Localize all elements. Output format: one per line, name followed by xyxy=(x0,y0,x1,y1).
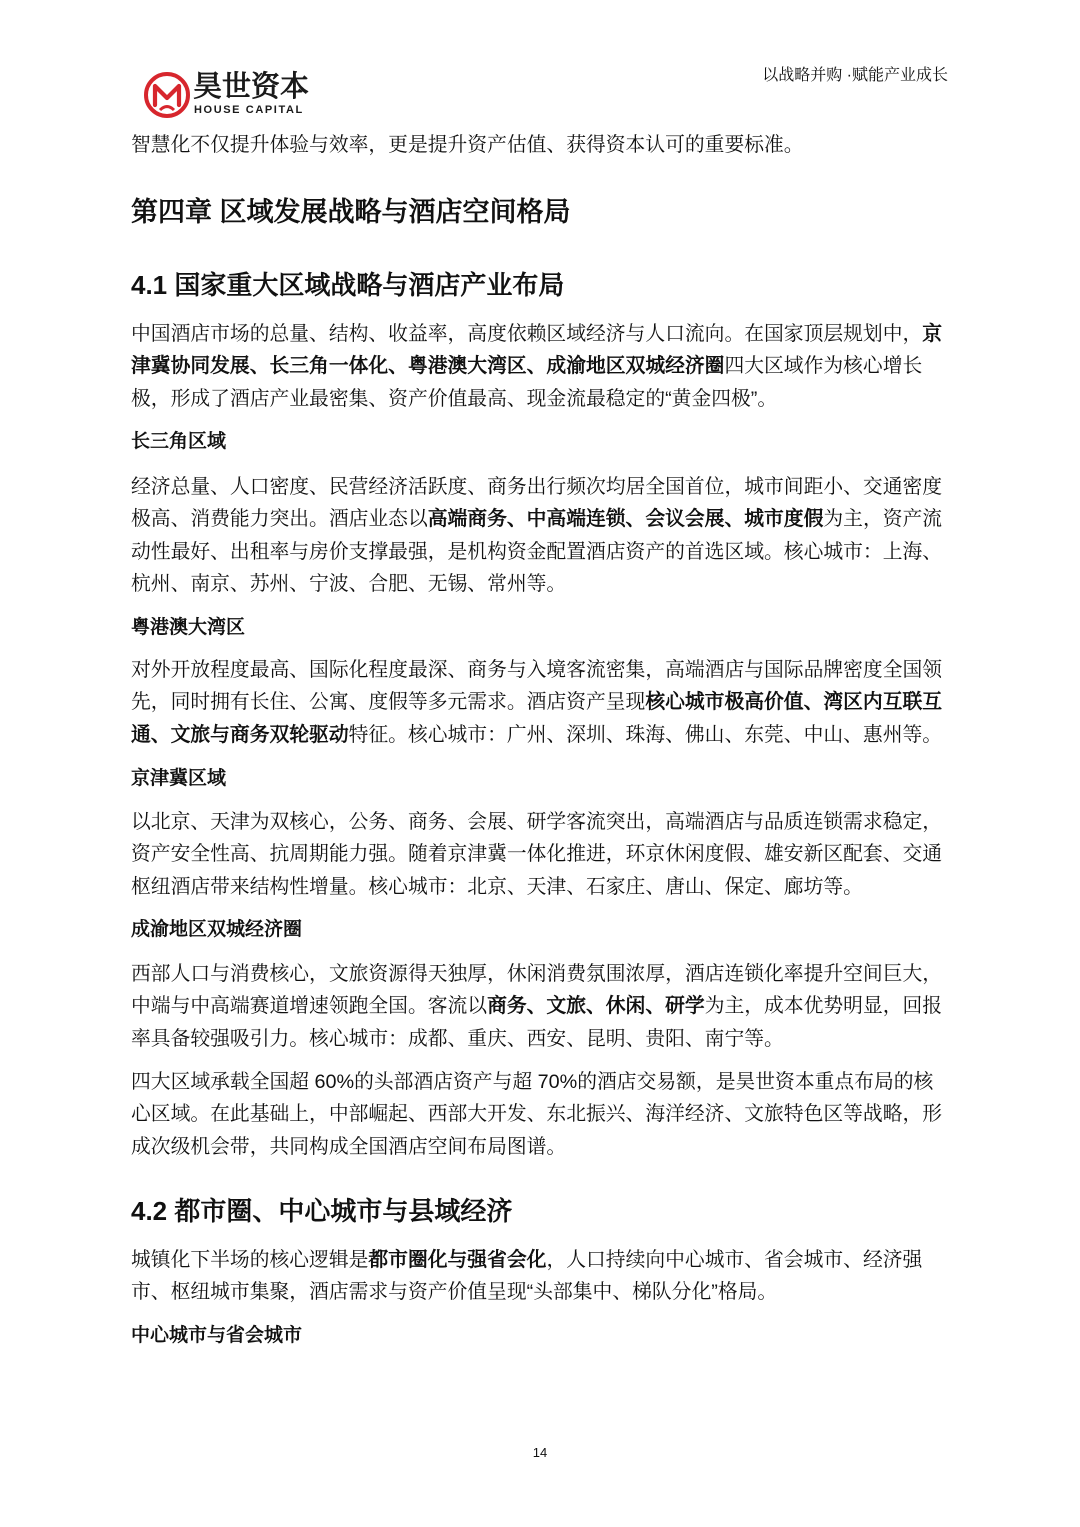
text-line xyxy=(131,871,948,903)
region-paragraph-jing-jin-ji xyxy=(131,806,948,903)
text-line xyxy=(131,1244,948,1276)
page-number: 14 xyxy=(532,1445,548,1460)
text-line xyxy=(131,1276,948,1308)
section-4-2-intro xyxy=(131,1244,948,1309)
text-run: 为主，资产流 xyxy=(823,508,943,531)
region-heading-jing-jin-ji: 京津冀区域 xyxy=(131,768,227,789)
text-line xyxy=(131,1023,948,1055)
bold-run: 京 xyxy=(922,323,943,345)
text-run: 经济总量、人口密度、民营经济活跃度、商务出行频次均居全国首位，城市间距小、交通密度 xyxy=(131,476,943,498)
section-4-2-title: 4.2 都市圈、中心城市与县域经济 xyxy=(131,1196,513,1226)
text-run: 枢纽酒店带来结构性增量。核心城市：北京、天津、石家庄、唐山、保定、廊坊等。 xyxy=(131,875,863,898)
section-4-1-title: 4.1 国家重大区域战略与酒店产业布局 xyxy=(131,270,565,300)
text-run: 四大区域承载全国超 60%的头部酒店资产与超 70%的酒店交易额，是昊世资本重点布局的核 xyxy=(131,1071,934,1093)
region-heading-yangtze-delta: 长三角区域 xyxy=(131,431,227,452)
text-line xyxy=(131,719,948,751)
text-line xyxy=(131,1098,948,1130)
chapter-title: 第四章 区域发展战略与酒店空间格局 xyxy=(131,197,571,227)
section-4-1-summary xyxy=(131,1066,948,1163)
region-heading-chengdu-chongqing: 成渝地区双城经济圈 xyxy=(131,919,303,940)
intro-paragraph xyxy=(131,129,948,161)
logo-name-en: HOUSE CAPITAL xyxy=(194,104,304,116)
region-paragraph-yangtze-delta xyxy=(131,471,948,600)
text-line xyxy=(131,350,948,382)
text-run: 城镇化下半场的核心逻辑是 xyxy=(131,1249,369,1271)
text-line xyxy=(131,383,948,415)
text-run: 对外开放程度最高、国际化程度最深、商务与入境客流密集，高端酒店与国际品牌密度全国领 xyxy=(131,659,943,681)
text-run: 心区域。在此基础上，中部崛起、西部大开发、东北振兴、海洋经济、文旅特色区等战略，形 xyxy=(131,1103,943,1126)
text-line xyxy=(131,568,948,600)
text-run: 市、枢纽城市集聚，酒店需求与资产价值呈现“头部集中、梯队分化”格局。 xyxy=(131,1281,778,1304)
region-heading-greater-bay-area: 粤港澳大湾区 xyxy=(131,617,246,638)
bold-run: 核心城市极高价值、湾区内互联互 xyxy=(645,691,943,714)
text-run: ，人口持续向中心城市、省会城市、经济强 xyxy=(546,1249,923,1271)
bold-run: 高端商务、中高端连锁、会议会展、城市度假 xyxy=(427,508,824,531)
text-run: 以北京、天津为双核心，公务、商务、会展、研学客流突出，高端酒店与品质连锁需求稳定， xyxy=(131,811,943,833)
text-line xyxy=(131,686,948,718)
text-run: 极高、消费能力突出。酒店业态以 xyxy=(131,508,428,531)
bold-run: 通、文旅与商务双轮驱动 xyxy=(131,723,349,746)
text-line xyxy=(131,654,948,686)
region-paragraph-greater-bay-area xyxy=(131,654,948,751)
text-line xyxy=(131,318,948,350)
logo-name-cn: 昊世资本 xyxy=(193,71,310,103)
text-run: 西部人口与消费核心，文旅资源得天独厚，休闲消费氛围浓厚，酒店连锁化率提升空间巨大， xyxy=(131,963,943,985)
text-run: 成次级机会带，共同构成全国酒店空间布局图谱。 xyxy=(131,1135,567,1158)
text-run: 动性最好、出租率与房价支撑最强，是机构资金配置酒店资产的首选区域。核心城市：上海、 xyxy=(131,540,943,563)
text-run: 特征。核心城市：广州、深圳、珠海、佛山、东莞、中山、惠州等。 xyxy=(348,723,943,746)
text-run: 资产安全性高、抗周期能力强。随着京津冀一体化推进，环京休闲度假、雄安新区配套、交通 xyxy=(131,843,943,866)
bold-run: 都市圈化与强省会化 xyxy=(368,1249,547,1271)
text-run: 杭州、南京、苏州、宁波、合肥、无锡、常州等。 xyxy=(131,572,567,595)
text-run: 为主，成本优势明显，回报 xyxy=(704,995,943,1018)
text-line xyxy=(131,990,948,1022)
text-line xyxy=(131,471,948,503)
text-run: 极，形成了酒店产业最密集、资产价值最高、现金流最稳定的“黄金四极”。 xyxy=(131,387,778,410)
bold-run: 津冀协同发展、长三角一体化、粤港澳大湾区、成渝地区双城经济圈 xyxy=(131,355,725,378)
text-line xyxy=(131,1066,948,1098)
text-run: 先，同时拥有长住、公寓、度假等多元需求。酒店资产呈现 xyxy=(131,691,646,714)
text-run: 中端与中高端赛道增速领跑全国。客流以 xyxy=(131,995,488,1018)
text-run: 四大区域作为核心增长 xyxy=(724,355,923,378)
text-line xyxy=(131,503,948,535)
house-capital-logo-icon xyxy=(143,70,191,120)
text-run: 率具备较强吸引力。核心城市：成都、重庆、西安、昆明、贵阳、南宁等。 xyxy=(131,1027,784,1050)
region-paragraph-chengdu-chongqing xyxy=(131,958,948,1055)
bold-run: 商务、文旅、休闲、研学 xyxy=(487,995,705,1018)
section-4-2-subheading: 中心城市与省会城市 xyxy=(131,1325,303,1346)
text-line xyxy=(131,536,948,568)
header-slogan: 以战略并购 ·赋能产业成长 xyxy=(762,67,948,84)
text-line: 智慧化不仅提升体验与效率，更是提升资产估值、获得资本认可的重要标准。 xyxy=(131,134,804,156)
section-4-1-overview xyxy=(131,318,948,415)
text-run: 中国酒店市场的总量、结构、收益率，高度依赖区域经济与人口流向。在国家顶层规划中， xyxy=(131,323,923,345)
text-line xyxy=(131,958,948,990)
text-line xyxy=(131,838,948,870)
text-line xyxy=(131,806,948,838)
text-line xyxy=(131,1131,948,1163)
